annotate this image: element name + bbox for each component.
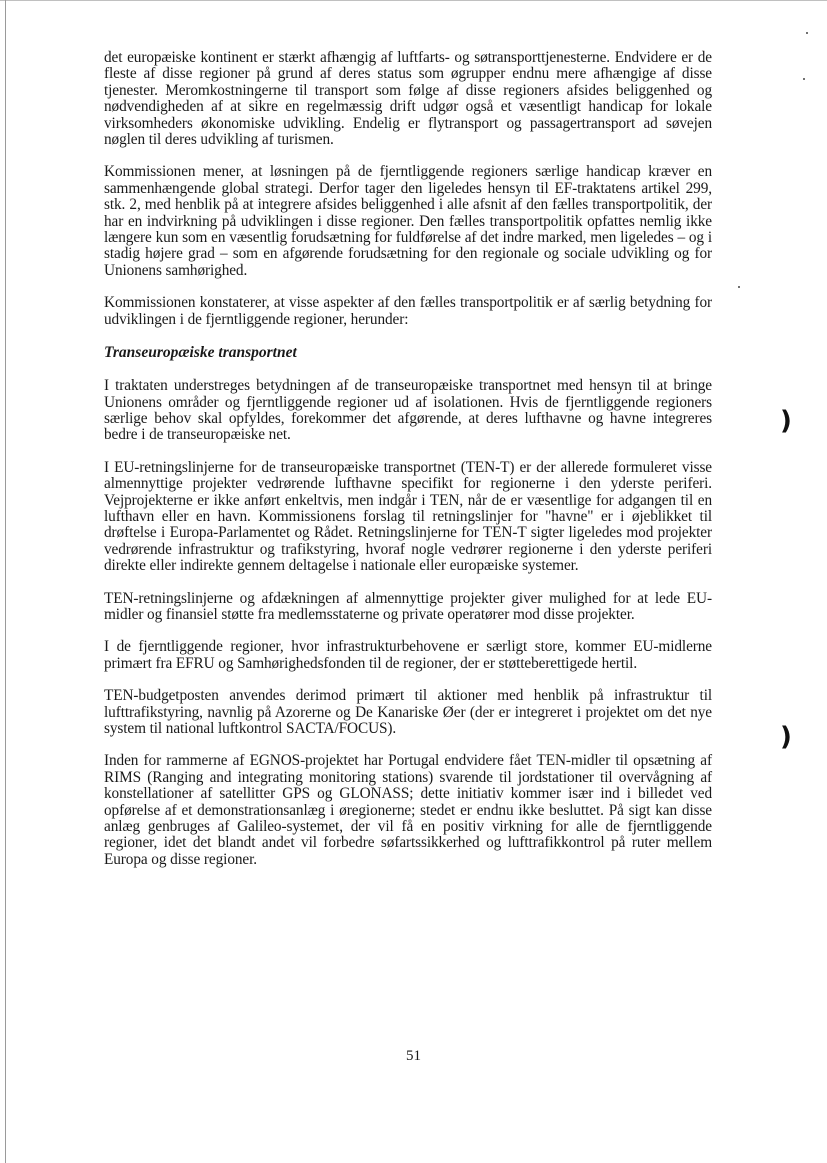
scan-speck bbox=[803, 78, 805, 80]
paragraph-egnos: Inden for rammerne af EGNOS-projektet har Portugal endvidere fået TEN-midler til opsætning af RIMS (Ranging and integrating monitoring stations) svarende til jordstationer til overvågning af konstellationer af satellitter GPS og GLONASS; dette initiativ kommer især ind i billedet ved opførelse af et demonstrationsanlæg i øregionerne; stedet er endnu ikke besluttet. På sigt kan disse anlæg genbruges af Galileo-systemet, der vil få en positiv virkning for alle de fjerntliggende regioner, idet det blandt andet vil forbedre søfartssikkerhed og lufttrafikkontrol på ruter mellem Europa og disse regioner. bbox=[104, 752, 712, 868]
paragraph-treaty: I traktaten understreges betydningen af de transeuropæiske transportnet med hensyn til at bringe Unionens områder og fjerntliggende regioner ud af isolationen. Hvis de fjerntliggende regioners særlige behov skal opfyldes, forekommer det afgørende, at deres lufthavne og havne integreres bedre i de transeuropæiske net. bbox=[104, 377, 712, 444]
document-body bbox=[104, 50, 712, 884]
paragraph-commission-findings: Kommissionen konstaterer, at visse aspekter af den fælles transportpolitik er af særlig betydning for udviklingen i de fjerntliggende regioner, herunder: bbox=[104, 294, 712, 328]
paragraph-ten-budget: TEN-budgetposten anvendes derimod primært til aktioner med henblik på infrastruktur til lufttrafikstyring, navnlig på Azorerne og De Kanariske Øer (der er integreret i projektet om det nye system til national luftkontrol SACTA/FOCUS). bbox=[104, 687, 712, 737]
scan-left-edge bbox=[5, 0, 6, 1163]
scan-top-edge bbox=[0, 0, 827, 1]
paragraph-efru-cohesion: I de fjerntliggende regioner, hvor infrastrukturbehovene er særligt store, kommer EU-midlerne primært fra EFRU og Samhørighedsfonden til de regioner, der er støtteberettigede hertil. bbox=[104, 638, 712, 672]
scan-speck bbox=[806, 32, 808, 34]
punch-hole-mark-lower: ) bbox=[780, 722, 792, 752]
paragraph-ten-funding: TEN-retningslinjerne og afdækningen af almennyttige projekter giver mulighed for at lede EU-midler og finansiel støtte fra medlemsstaterne og private operatører mod disse projekter. bbox=[104, 589, 712, 623]
paragraph-ten-t-guidelines: I EU-retningslinjerne for de transeuropæiske transportnet (TEN-T) er der allerede formuleret visse almennyttige projekter vedrørende lufthavne specifikt for regionerne i den yderste periferi. Vejprojekterne er ikke anført enkeltvis, men indgår i TEN, når de er væsentlige for adgangen til en lufthavn eller en havn. Kommissionens forslag til retningslinjer for "havne" er i øjeblikket til drøftelse i Europa-Parlamentet og Rådet. Retningslinjerne for TEN-T sigter ligeledes mod projekter vedrørende infrastruktur og trafikstyring, hvoraf nogle vedrører regionerne i den yderste periferi direkte eller indirekte gennem deltagelse i nationale eller europæiske systemer. bbox=[104, 458, 712, 575]
section-heading: Transeuropæiske transportnet bbox=[104, 344, 297, 362]
scan-speck bbox=[738, 286, 740, 288]
punch-hole-mark-upper: ) bbox=[780, 406, 792, 436]
paragraph-global-strategy: Kommissionen mener, at løsningen på de fjerntliggende regioners særlige handicap kræver en sammenhængende global strategi. Derfor tager den ligeledes hensyn til EF-traktatens artikel 299, stk. 2, med henblik på at integrere afsides beliggenhed i alle afsnit af den fælles transportpolitik, der har en indvirkning på udviklingen i disse regioner. Den fælles transportpolitik opfattes nemlig ikke længere kun som en væsentlig forudsætning for fuldførelse af det indre marked, men ligeledes – og i stadig højere grad – som en afgørende forudsætning for den regionale og sociale udvikling og for Unionens samhørighed. bbox=[104, 163, 712, 279]
page-number: 51 bbox=[406, 1048, 421, 1064]
paragraph-transport-dependence: det europæiske kontinent er stærkt afhængig af luftfarts- og søtransporttjenesterne. Endvidere er de fleste af disse regioner på grund af deres status som øgrupper endnu mere afhængige af disse tjenester. Meromkostningerne til transport som følge af disse regioners afsides beliggenhed og nødvendigheden af at sikre en regelmæssig drift udgør også et væsentligt handicap for lokale virksomheders økonomiske udvikling. Endelig er flytransport og passagertransport ad søvejen nøglen til deres udvikling af turismen. bbox=[104, 49, 712, 149]
